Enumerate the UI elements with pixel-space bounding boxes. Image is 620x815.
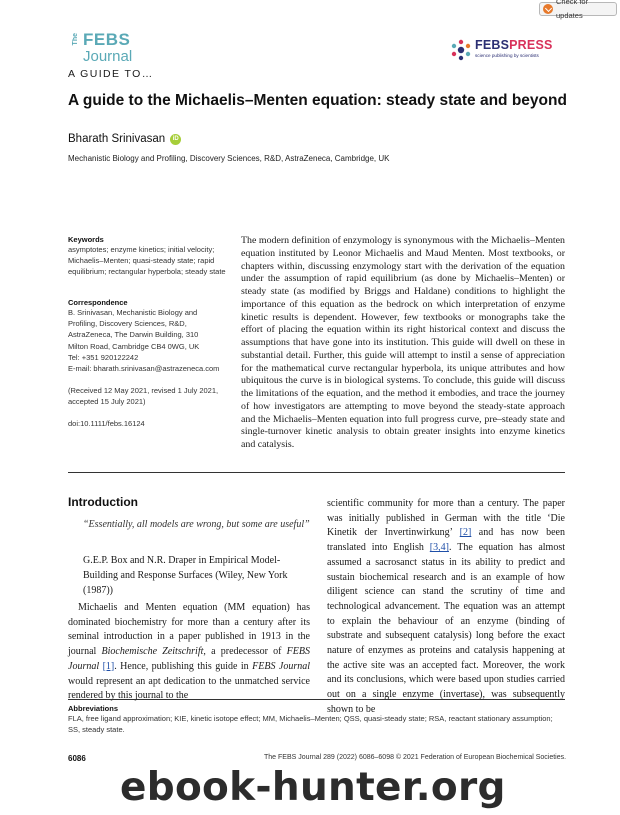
correspondence-line: AstraZeneca, The Darwin Building, 310 <box>68 330 199 340</box>
footnote-divider <box>68 699 565 700</box>
journal-citation: The FEBS Journal 289 (2022) 6086–6098 © 2021 Federation of European Biochemical Societies. <box>264 754 567 761</box>
correspondence-line: Tel: +351 920122242 <box>68 352 139 362</box>
febs-press-logo <box>450 38 560 64</box>
abbreviations-heading: Abbreviations <box>68 704 119 713</box>
keywords-heading: Keywords <box>68 235 104 244</box>
febs-press-tagline: science publishing by scientists <box>475 53 539 58</box>
correspondence-email[interactable]: E-mail: bharath.srinivasan@astrazeneca.com <box>68 364 220 374</box>
correspondence-line: B. Srinivasan, Mechanistic Biology and <box>68 308 198 317</box>
page-number: 6086 <box>68 754 86 763</box>
watermark-text: ebook-hunter.org <box>120 765 506 810</box>
journal-logo-febs: FEBS <box>83 30 131 49</box>
check-updates-label: Check for updates <box>556 0 589 20</box>
article-title: A guide to the Michaelis–Menten equation: steady state and beyond <box>68 92 567 109</box>
section-divider <box>68 472 565 473</box>
correspondence-line: Profiling, Discovery Sciences, R&D, <box>68 319 187 329</box>
intro-paragraph-left: Michaelis and Menten equation (MM equation) has dominated biochemistry for more than a century after its seminal introduction in a paper published in 1913 in the journal Biochemische Zeitschrift, a predecessor of FEBS Journal [1]. Hence, publishing this guide in FEBS Journal would represent an apt dedication to the unmatched service rendered by this journal to the <box>68 602 311 702</box>
journal-name: Biochemische Zeitschrift <box>101 646 204 658</box>
journal-name: FEBS Journal <box>68 646 310 672</box>
febs-press-name: FEBSPRESS <box>475 38 553 52</box>
febs-journal-logo <box>68 30 150 70</box>
keywords-list: asymptotes; enzyme kinetics; initial velocity; Michaelis–Menten; quasi-steady state; rapid equilibrium; rectangular hyperbola; steady state <box>68 245 226 277</box>
article-type-label: A GUIDE TO… <box>68 68 154 80</box>
check-for-updates-button[interactable] <box>539 0 617 20</box>
received-dates: (Received 12 May 2021, revised 1 July 2021, accepted 15 July 2021) <box>68 386 219 407</box>
reference-link[interactable]: [1] <box>102 660 115 672</box>
journal-logo-the: The <box>72 33 79 46</box>
epigraph-source: G.E.P. Box and N.R. Draper in Empirical Model-Building and Response Surfaces (Wiley, New York (1987)) <box>83 555 288 596</box>
febs-press-dots-icon <box>450 39 472 61</box>
correspondence-heading: Correspondence <box>68 298 128 307</box>
author-name: Bharath Srinivasan <box>68 133 166 145</box>
intro-paragraph-right: scientific community for more than a century. The paper was initially published in German with the title ‘Die Kinetik der Invertinwirkung’ [2] and has now been translated into English [3,4]. The equation has almost assumed a sacrosanct status in its ability to predict and sustain biochemical research and is an example of how diligent science can stand the scrutiny of time and technological advancement. The equation was an attempt to explain the behaviour of an enzyme (binding of substrate and subsequent catalysis) long before the exact nature of enzymes as proteins and catalysis happening at the active site was an accepted fact. Moreover, the work and its conclusions, which were based upon studies carried out on a single enzyme (invertase), was subsequently shown to be <box>327 498 565 715</box>
journal-logo-journal: Journal <box>83 48 133 65</box>
epigraph-quote: “Essentially, all models are wrong, but some are useful” <box>83 519 310 530</box>
abbreviations-text: FLA, free ligand approximation; KIE, kinetic isotope effect; MM, Michaelis–Menten; QSS, quasi-steady state; RSA, reactant stationary assumption; SS, steady state. <box>68 714 553 734</box>
introduction-heading: Introduction <box>68 495 138 509</box>
reference-link[interactable]: [2] <box>459 527 472 539</box>
doi-link[interactable]: doi:10.1111/febs.16124 <box>68 419 145 428</box>
check-updates-icon <box>543 4 553 14</box>
journal-name: FEBS Journal <box>252 660 311 672</box>
orcid-icon[interactable]: iD <box>170 134 181 145</box>
abstract: The modern definition of enzymology is synonymous with the Michaelis–Menten equation instituted by Leonor Michaelis and Maud Menten. Most textbooks, or chapters within, discussing enzymology start with the derivation of the equation under the assumption of rapid equilibrium (as done by Michaelis–Menten) or steady state (as modified by Briggs and Haldane) conditions to highlight the importance of this equation as the bedrock on which interpretation of enzyme kinetic results is dependent. However, few textbooks or monographs take the effort of placing the equation within its right historical context and discuss the assumptions that have gone into its institution. This guide will dwell on these in substantial detail. Further, this guide will attempt to instil a sense of appreciation for the mathematical curve rectangular hyperbola, its unique attributes and how ubiquitous the curve is in biological systems. To conclude, this guide will discuss the limitations of the equation, and the method it embodies, and trace the journey of how investigators are attempting to move beyond the steady-state approach and the Michaelis–Menten equation into full progress curve, pre–steady state and single-turnover kinetic analysis to obtain greater insights into enzyme kinetics and catalysis. <box>241 235 565 450</box>
author-affiliation: Mechanistic Biology and Profiling, Discovery Sciences, R&D, AstraZeneca, Cambridge, UK <box>68 154 390 163</box>
correspondence-block <box>68 307 233 374</box>
reference-link[interactable]: [3,4] <box>429 542 449 554</box>
correspondence-line: Milton Road, Cambridge CB4 0WG, UK <box>68 341 200 351</box>
author <box>68 133 181 145</box>
